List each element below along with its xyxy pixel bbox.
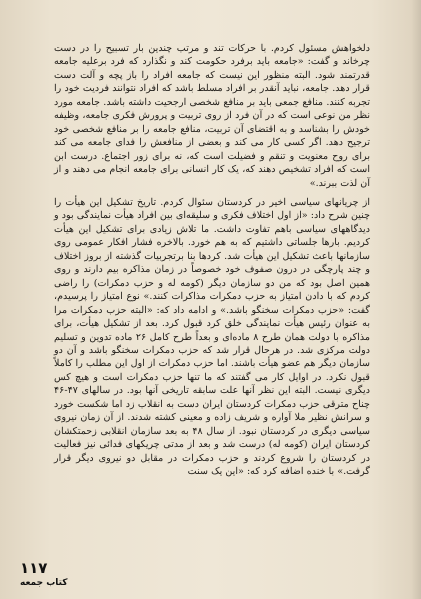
paragraph-1: دلخواهش مسئول کردم. با حرکات تند و مرتب چندین بار تسبیح را در دست چرخاند و گفت: «جامعه باید برفرد حکومت کند و نگذارد که فرد برعلیه جامعه قدرتمند شود. البته منظور این نیست که جامعه افراد را باز پچه و آلت دست قرار دهد. جامعه، نباید آنقدر بر افراد مسلط باشد که افراد نتوانند فردیت خود را تجربه کنند. منافع جمعی باید بر منافع شخصی ارجحیت داشته باشد. جامعه مورد نظر من نوعی است که در آن فرد از روی تربیت و پرورش فکری جامعه، وظیفه خودش را بشناسد و به اقتضای آن تربیت، منافع جامعه را بر منافع شخصی خود ترجیح دهد. اگر کسی کار می کند و بعضی از منافعش را فدای جامعه می کند برای روح معنویت و تنقم و فضیلت است که، نه برای زور اجتماع. درست ابن است که افراد تشخیص دهند که، یک کار انسانی برای جامعه انجام می دهند و از آن لذت ببرند.»: [54, 43, 370, 189]
main-text-column: [54, 42, 370, 479]
publication-title: کتاب جمعه: [20, 578, 68, 588]
page-number: ۱۱۷: [20, 559, 48, 577]
paper-edge-shadow: [411, 0, 421, 599]
paragraph-2: از چریانهای سیاسی اخیر در کردستان سئوال کردم. تاریخ تشکیل این هیأت را چنین شرح داد: «از اول اختلاف فکری و سلیقه‌ای بین افراد هیأت نمایندگی بود و دیدگاههای سیاسی باهم تفاوت داشت. ما تلاش زیادی برای تشکیل این هیأت کردیم. بارها جلساتی داشتیم که به هم خورد. بالاخره فشار افکار عمومی روی سازمانها باعث تشکیل این هیأت شد. کردها بنا برتجربیات گذشته از بروز اختلاف و چند پارچگی در درون صفوف خود خصوصاً در زمان مذاکره بیم دارند و روی همین اصل بود که من دو سازمان دیگر (کومه له و حزب دمکرات) را راضی کردم که با دادن امتیاز به حزب دمکرات مذاکرات کنند.» نوع امتیاز را پرسیدم، گفت: «حزب دمکرات سخنگو باشد.» و ادامه داد که: «البته حزب دمکرات مرا به عنوان رئیس هیأت نمایندگی خلق کرد قبول کرد. بعد از تشکیل هیأت، برای مذاکره با دولت همان طرح ۸ ماده‌ای و بعداً طرح کامل ۲۶ ماده تدوین و تسلیم دولت مرکزی شد. در هرحال قرار شد که حزب دمکرات سخنگو باشد و آن دو سازمان دیگر هم عضو هیأت باشند. اما حزب دمکرات از اول این مطلب را کاملاً قبول نکرد. در اوایل کار می گفتند که ما تنها حزب دمکرات است و هیچ کس دیگری نیست. البته این نظر آنها علت سابقه تاریخی آنها بود. در سالهای ۴۷-۴۶ چناح مترقی حزب دمکرات کردستان ایران دست به انقلاب زد اما شکست خورد و سرانش نظیر ملا آواره و شریف زاده و معینی کشته شدند. از آن زمان نیروی سیاسی دیگری در کردستان نبود. از سال ۴۸ به بعد سازمان انقلابی زحمتکشان کردستان ایران (کومه له) درست شد و بعد از مدتی چریکهای فدائی نیز فعالیت در کردستان را شروع کردند و حزب دمکرات در مقابل دو نیروی دیگر قرار گرفت.» با خنده اضافه کرد که: «این یک سنت: [54, 196, 370, 478]
page-footer: [20, 560, 90, 589]
